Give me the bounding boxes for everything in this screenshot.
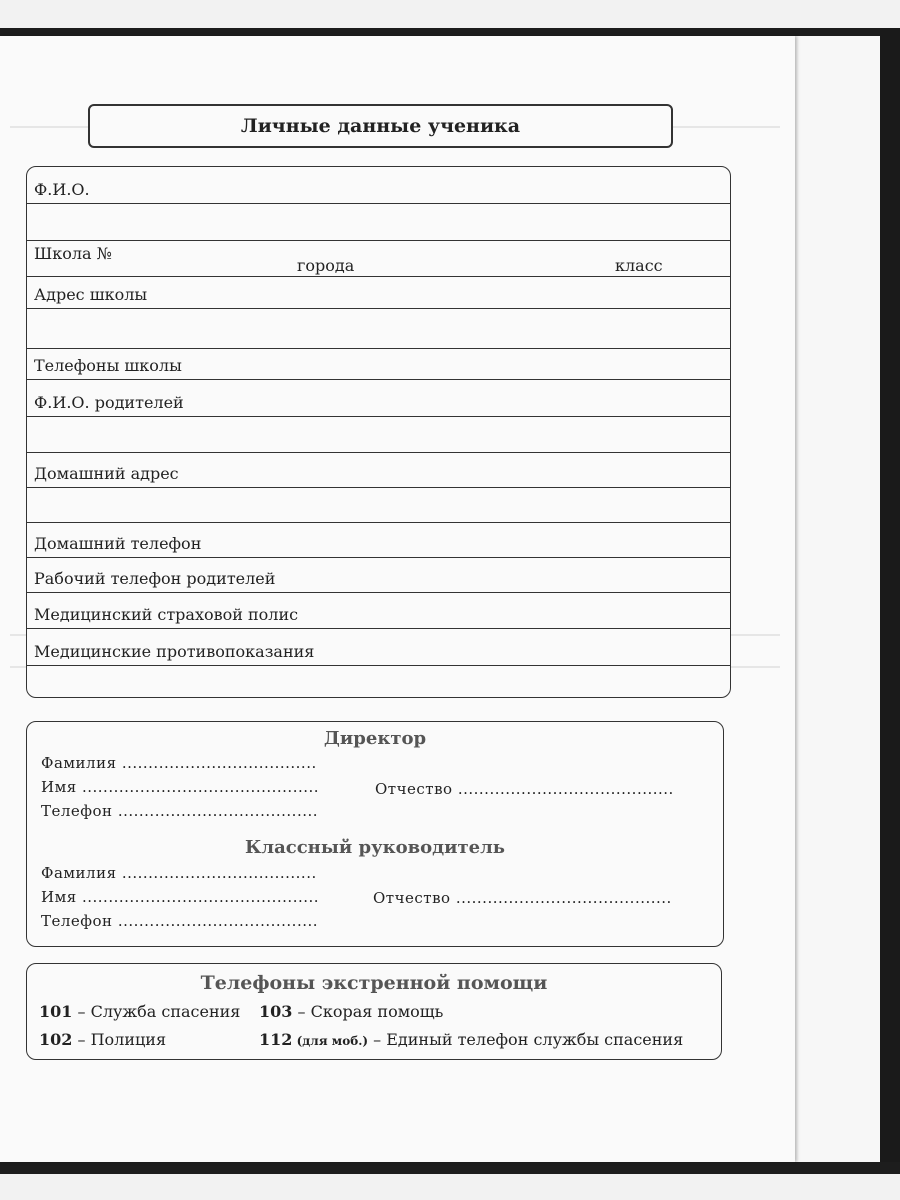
cover-edge-right (880, 28, 900, 1173)
emergency-service: – Служба спасения (72, 1002, 241, 1021)
fio-continuation-row[interactable] (27, 204, 730, 241)
school-address-row[interactable] (27, 277, 730, 309)
class-label: класс (615, 256, 663, 275)
emergency-service: – Полиция (72, 1030, 167, 1049)
emergency-number: 101 (39, 1002, 73, 1021)
emergency-note: (для моб.) (292, 1034, 369, 1048)
class-teacher-patronymic-field[interactable]: Отчество ......................................... (373, 889, 672, 907)
parents-fio-label: Ф.И.О. родителей (34, 393, 184, 412)
school-phones-label: Телефоны школы (34, 356, 182, 375)
parents-work-phone-label: Рабочий телефон родителей (34, 569, 276, 588)
parents-fio-continuation-row[interactable] (27, 417, 730, 453)
director-patronymic-field[interactable]: Отчество ......................................... (375, 780, 674, 798)
city-label: города (297, 256, 355, 275)
director-phone-field[interactable]: Телефон ...................................... (41, 802, 319, 820)
page-title: Личные данные ученика (88, 104, 673, 148)
school-number-label: Школа № (34, 244, 112, 263)
fio-row[interactable] (27, 167, 730, 204)
emergency-item (259, 1002, 443, 1021)
class-teacher-surname-field[interactable]: Фамилия ..................................... (41, 864, 317, 882)
school-phones-row[interactable] (27, 349, 730, 380)
student-data-form (26, 166, 731, 698)
director-name-field[interactable]: Имя ............................................. (41, 778, 320, 796)
home-phone-label: Домашний телефон (34, 534, 202, 553)
director-surname-field[interactable]: Фамилия ..................................... (41, 754, 317, 772)
staff-contacts-box (26, 721, 724, 947)
emergency-number: 102 (39, 1030, 73, 1049)
emergency-service: – Единый телефон службы спасения (368, 1030, 684, 1049)
emergency-item (259, 1030, 683, 1049)
medical-policy-row[interactable] (27, 593, 730, 629)
emergency-heading: Телефоны экстренной помощи (200, 972, 548, 994)
home-address-continuation-row[interactable] (27, 488, 730, 523)
emergency-number: 112 (259, 1030, 293, 1049)
cover-edge-bottom (0, 1162, 900, 1174)
school-address-continuation-row[interactable] (27, 309, 730, 349)
home-address-label: Домашний адрес (34, 464, 179, 483)
class-teacher-name-field[interactable]: Имя ............................................. (41, 888, 320, 906)
medical-policy-label: Медицинский страховой полис (34, 605, 299, 624)
emergency-item (39, 1030, 166, 1049)
medical-contraindications-label: Медицинские противопоказания (34, 642, 315, 661)
director-heading: Директор (323, 728, 427, 749)
parents-work-phone-row[interactable] (27, 558, 730, 593)
home-address-row[interactable] (27, 453, 730, 488)
school-address-label: Адрес школы (34, 285, 148, 304)
medical-contraindications-row[interactable] (27, 629, 730, 666)
fio-label: Ф.И.О. (34, 180, 90, 199)
cover-edge-top (0, 28, 900, 36)
emergency-phones-box (26, 963, 722, 1060)
emergency-service: – Скорая помощь (292, 1002, 444, 1021)
school-row[interactable] (27, 241, 730, 277)
emergency-item (39, 1002, 240, 1021)
home-phone-row[interactable] (27, 523, 730, 558)
class-teacher-phone-field[interactable]: Телефон ...................................... (41, 912, 319, 930)
class-teacher-heading: Классный руководитель (245, 837, 505, 858)
emergency-number: 103 (259, 1002, 293, 1021)
parents-fio-row[interactable] (27, 380, 730, 417)
